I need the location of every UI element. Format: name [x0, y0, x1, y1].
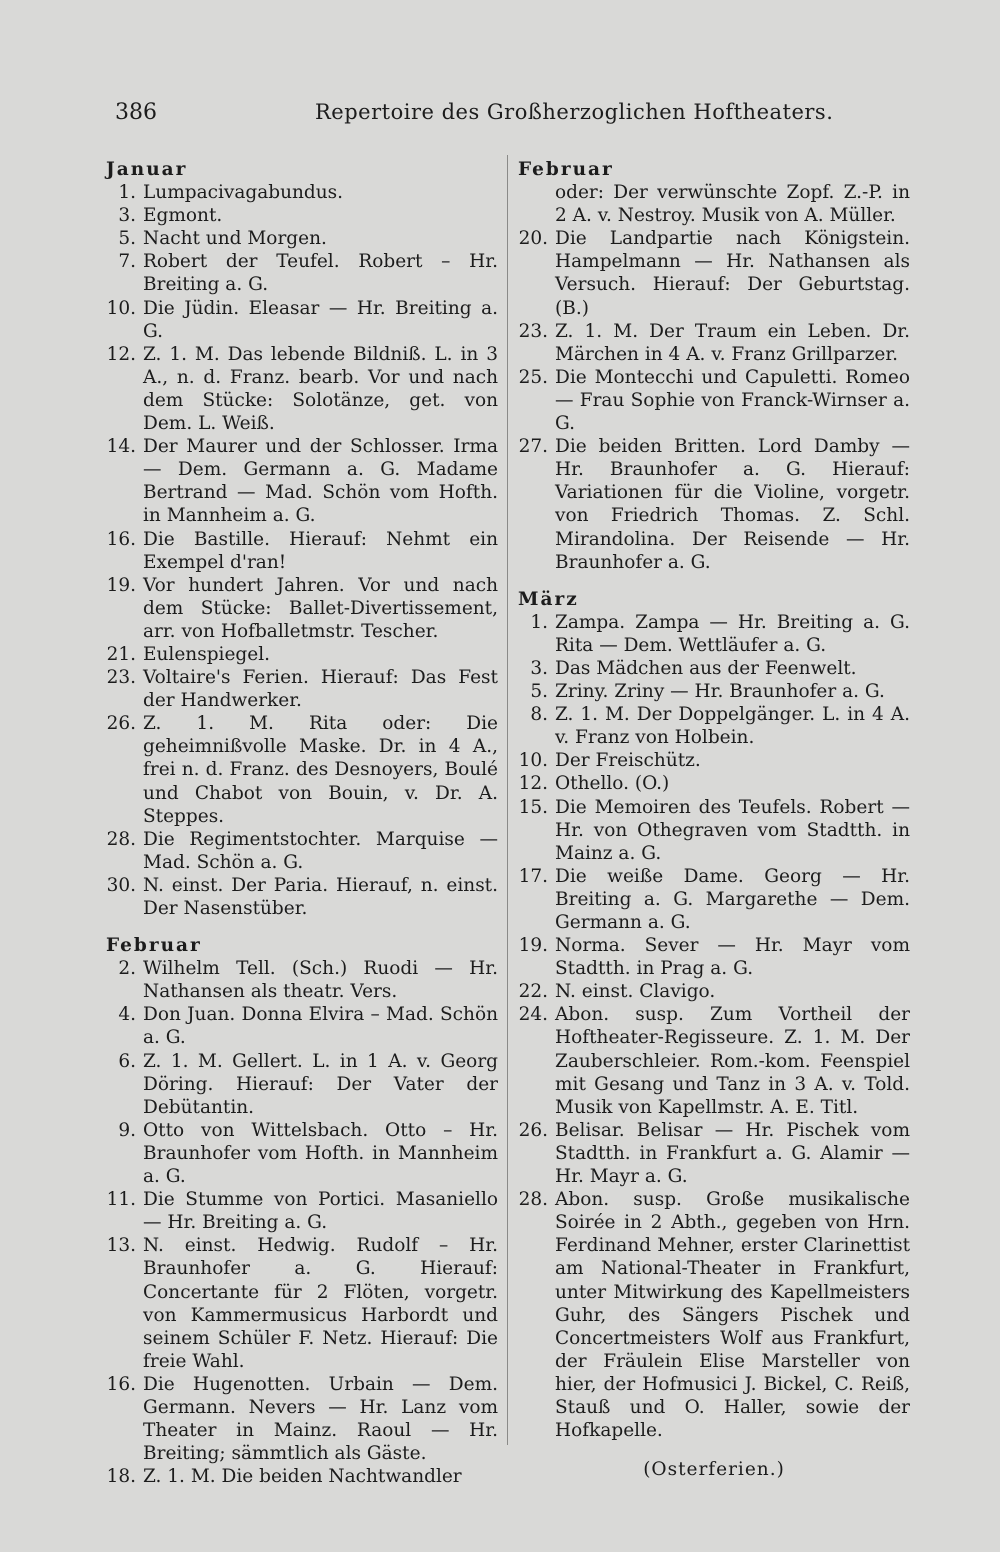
entry-text: Norma. Sever — Hr. Mayr vom Stadtth. in Prag a. G. — [555, 935, 910, 980]
entry-date: 14. — [106, 436, 136, 458]
entry-text: Othello. (O.) — [555, 773, 670, 795]
entry-date: 18. — [106, 1466, 136, 1488]
repertoire-entry — [106, 574, 498, 643]
repertoire-entry — [106, 1465, 498, 1488]
entry-text: Der Freischütz. — [555, 750, 701, 772]
month-heading: Februar — [518, 159, 614, 180]
entry-text: Die Landpartie nach Königstein. Hampelmann — Hr. Nathansen als Versuch. Hierauf: Der Geburtstag. (B.) — [555, 228, 910, 319]
repertoire-entry — [518, 772, 910, 795]
repertoire-entry — [518, 1119, 910, 1188]
month-heading: März — [518, 588, 579, 610]
entry-text: Vor hundert Jahren. Vor und nach dem Stücke: Ballet-Divertissement, arr. von Hofballetmstr. Tescher. — [143, 574, 498, 642]
entry-date: 27. — [518, 436, 548, 458]
entry-continuation — [518, 181, 910, 227]
entry-date: 5. — [118, 228, 136, 250]
entry-text: N. einst. Hedwig. Rudolf – Hr. Braunhofer a. G. Hierauf: Concertante für 2 Flöten, vorgetr. von Kammermusicus Harbordt und seinem Schüler F. Netz. Hierauf: Die freie Wahl. — [143, 1235, 498, 1372]
entry-date: 17. — [518, 865, 548, 887]
entry-date: 20. — [518, 228, 548, 250]
entry-text: Otto von Wittelsbach. Otto – Hr. Braunhofer vom Hofth. in Mannheim a. G. — [143, 1119, 498, 1188]
repertoire-entry — [518, 865, 910, 934]
entry-date: 4. — [118, 1004, 136, 1026]
entry-date: 21. — [106, 643, 136, 665]
entry-date: 23. — [518, 320, 548, 342]
repertoire-entry — [518, 366, 910, 435]
entry-text: N. einst. Clavigo. — [555, 981, 716, 1003]
entry-text: Abon. susp. Große musikalische Soirée in 2 Abth., gegeben von Hrn. Ferdinand Mehner, erster Clarinettist am National-Theater in Frankfurt, unter Mitwirkung des Kapellmeisters Guhr, des Sängers Pischek und Concertmeisters Wolf aus Frankfurt, der Fräulein Elise Marsteller von hier, der Hofmusici J. Bickel, C. Reiß, Stauß und O. Haller, sowie der Hofkapelle. — [555, 1189, 910, 1442]
repertoire-entry — [106, 643, 498, 666]
entry-date: 12. — [106, 343, 136, 365]
entry-text: Die Jüdin. Eleasar — Hr. Breiting a. G. — [143, 297, 498, 342]
entry-text: Zampa. Zampa — Hr. Breiting a. G. Rita — Dem. Wettläufer a. G. — [555, 611, 910, 656]
repertoire-entry — [518, 680, 910, 703]
entry-text: Lumpacivagabundus. — [143, 182, 344, 204]
entry-date: 5. — [530, 681, 548, 703]
entry-text: oder: Der verwünschte Zopf. Z.-P. in 2 A. v. Nestroy. Musik von A. Müller. — [555, 182, 910, 227]
repertoire-entry — [518, 703, 910, 749]
entry-date: 6. — [118, 1050, 136, 1072]
repertoire-entry — [518, 934, 910, 980]
entry-date: 28. — [106, 828, 136, 850]
repertoire-entry — [518, 611, 910, 657]
repertoire-entry — [106, 712, 498, 827]
repertoire-entry — [106, 957, 498, 1003]
repertoire-entry — [106, 181, 498, 204]
entry-date: 23. — [106, 667, 136, 689]
repertoire-entry — [106, 1119, 498, 1188]
repertoire-entry — [518, 657, 910, 680]
repertoire-entry — [106, 343, 498, 435]
entry-text: Die Regimentstochter. Marquise — Mad. Schön a. G. — [143, 828, 498, 873]
repertoire-entry — [106, 666, 498, 712]
page-number: 386 — [115, 100, 157, 125]
entry-date: 26. — [106, 713, 136, 735]
entry-text: Die Bastille. Hierauf: Nehmt ein Exempel d'ran! — [143, 528, 498, 573]
running-header: Repertoire des Großherzoglichen Hoftheaters. — [315, 100, 834, 124]
entry-date: 10. — [518, 750, 548, 772]
repertoire-entry — [518, 435, 910, 574]
entry-text: Nacht und Morgen. — [143, 228, 327, 250]
repertoire-entry — [518, 320, 910, 366]
repertoire-entry — [518, 227, 910, 319]
closing-note: (Osterferien.) — [643, 1459, 785, 1481]
entry-date: 10. — [106, 297, 136, 319]
entry-text: Wilhelm Tell. (Sch.) Ruodi — Hr. Nathansen als theatr. Vers. — [143, 958, 498, 1003]
entry-date: 24. — [518, 1004, 548, 1026]
entry-text: Robert der Teufel. Robert – Hr. Breiting a. G. — [143, 251, 498, 296]
entry-date: 22. — [518, 981, 548, 1003]
entry-text: Das Mädchen aus der Feenwelt. — [555, 657, 857, 679]
entry-text: Zriny. Zriny — Hr. Braunhofer a. G. — [555, 681, 885, 703]
repertoire-entry — [106, 1188, 498, 1234]
entry-text: Der Maurer und der Schlosser. Irma — Dem. Germann a. G. Madame Bertrand — Mad. Schön vom Hofth. in Mannheim a. G. — [143, 436, 498, 527]
repertoire-entry — [106, 435, 498, 527]
repertoire-entry — [518, 980, 910, 1003]
entry-date: 19. — [518, 935, 548, 957]
entry-date: 28. — [518, 1189, 548, 1211]
entry-text: Die weiße Dame. Georg — Hr. Breiting a. G. Margarethe — Dem. Germann a. G. — [555, 865, 910, 933]
entry-date: 15. — [518, 796, 548, 818]
entry-date: 11. — [106, 1189, 136, 1211]
entry-date: 13. — [106, 1235, 136, 1257]
entry-text: Z. 1. M. Die beiden Nachtwandler — [143, 1466, 462, 1488]
entry-date: 1. — [530, 611, 548, 633]
entry-date: 3. — [530, 657, 548, 679]
repertoire-entry — [518, 1188, 910, 1442]
repertoire-entry — [106, 1373, 498, 1465]
repertoire-entry — [106, 1234, 498, 1373]
repertoire-entry — [106, 297, 498, 343]
entry-text: Egmont. — [143, 205, 223, 227]
entry-text: Don Juan. Donna Elvira – Mad. Schön a. G. — [143, 1004, 498, 1049]
column-divider — [507, 155, 508, 1445]
entry-text: Z. 1. M. Das lebende Bildniß. L. in 3 A., n. d. Franz. bearb. Vor und nach dem Stücke: Solotänze, get. von Dem. L. Weiß. — [143, 343, 498, 435]
entry-date: 8. — [530, 704, 548, 726]
repertoire-entry — [106, 250, 498, 296]
entry-text: Z. 1. M. Gellert. L. in 1 A. v. Georg Döring. Hierauf: Der Vater der Debütantin. — [143, 1050, 498, 1118]
entry-text: Die Memoiren des Teufels. Robert — Hr. von Othegraven vom Stadtth. in Mainz a. G. — [555, 796, 910, 864]
left-column — [106, 158, 498, 1488]
entry-date: 12. — [518, 773, 548, 795]
entry-date: 25. — [518, 366, 548, 388]
month-heading: Januar — [106, 159, 188, 180]
entry-date: 3. — [118, 205, 136, 227]
entry-text: Z. 1. M. Der Doppelgänger. L. in 4 A. v. Franz von Holbein. — [555, 704, 910, 749]
repertoire-entry — [106, 1050, 498, 1119]
repertoire-entry — [106, 828, 498, 874]
entry-date: 30. — [106, 874, 136, 896]
repertoire-entry — [518, 1003, 910, 1118]
entry-date: 7. — [118, 251, 136, 273]
entry-date: 1. — [118, 182, 136, 204]
repertoire-entry — [106, 204, 498, 227]
right-column — [518, 158, 910, 1481]
entry-text: Z. 1. M. Rita oder: Die geheimnißvolle Maske. Dr. in 4 A., frei n. d. Franz. des Desnoyers, Boulé und Chabot von Bouin, v. Dr. A. Steppes. — [143, 713, 498, 827]
repertoire-entry — [518, 749, 910, 772]
entry-date: 9. — [118, 1119, 136, 1141]
entry-date: 19. — [106, 574, 136, 596]
entry-date: 16. — [106, 1373, 136, 1395]
entry-date: 16. — [106, 528, 136, 550]
repertoire-entry — [106, 528, 498, 574]
month-heading: Februar — [106, 935, 202, 957]
entry-text: Die Hugenotten. Urbain — Dem. Germann. Nevers — Hr. Lanz vom Theater in Mainz. Raoul — Hr. Breiting; sämmtlich als Gäste. — [143, 1373, 498, 1465]
repertoire-entry — [106, 1003, 498, 1049]
entry-date: 26. — [518, 1119, 548, 1141]
entry-text: Die Montecchi und Capuletti. Romeo — Frau Sophie von Franck-Wirnser a. G. — [555, 366, 910, 435]
entry-text: Z. 1. M. Der Traum ein Leben. Dr. Märchen in 4 A. v. Franz Grillparzer. — [555, 320, 910, 365]
entry-text: Belisar. Belisar — Hr. Pischek vom Stadtth. in Frankfurt a. G. Alamir — Hr. Mayr a. G. — [555, 1119, 910, 1188]
entry-text: Eulenspiegel. — [143, 643, 270, 665]
repertoire-entry — [106, 874, 498, 920]
entry-text: Die Stumme von Portici. Masaniello — Hr. Breiting a. G. — [143, 1189, 498, 1234]
entry-text: N. einst. Der Paria. Hierauf, n. einst. Der Nasenstüber. — [143, 874, 498, 919]
entry-text: Die beiden Britten. Lord Damby — Hr. Braunhofer a. G. Hierauf: Variationen für die Violine, vorgetr. von Friedrich Thomas. Z. Schl. Mirandolina. Der Reisende — Hr. Braunhofer a. G. — [555, 436, 910, 573]
entry-text: Voltaire's Ferien. Hierauf: Das Fest der Handwerker. — [143, 667, 498, 712]
repertoire-entry — [518, 796, 910, 865]
repertoire-entry — [106, 227, 498, 250]
entry-date: 2. — [118, 958, 136, 980]
entry-text: Abon. susp. Zum Vortheil der Hoftheater-Regisseure. Z. 1. M. Der Zauberschleier. Rom.-kom. Feenspiel mit Gesang und Tanz in 3 A. v. Told. Musik von Kapellmstr. A. E. Titl. — [555, 1004, 910, 1118]
